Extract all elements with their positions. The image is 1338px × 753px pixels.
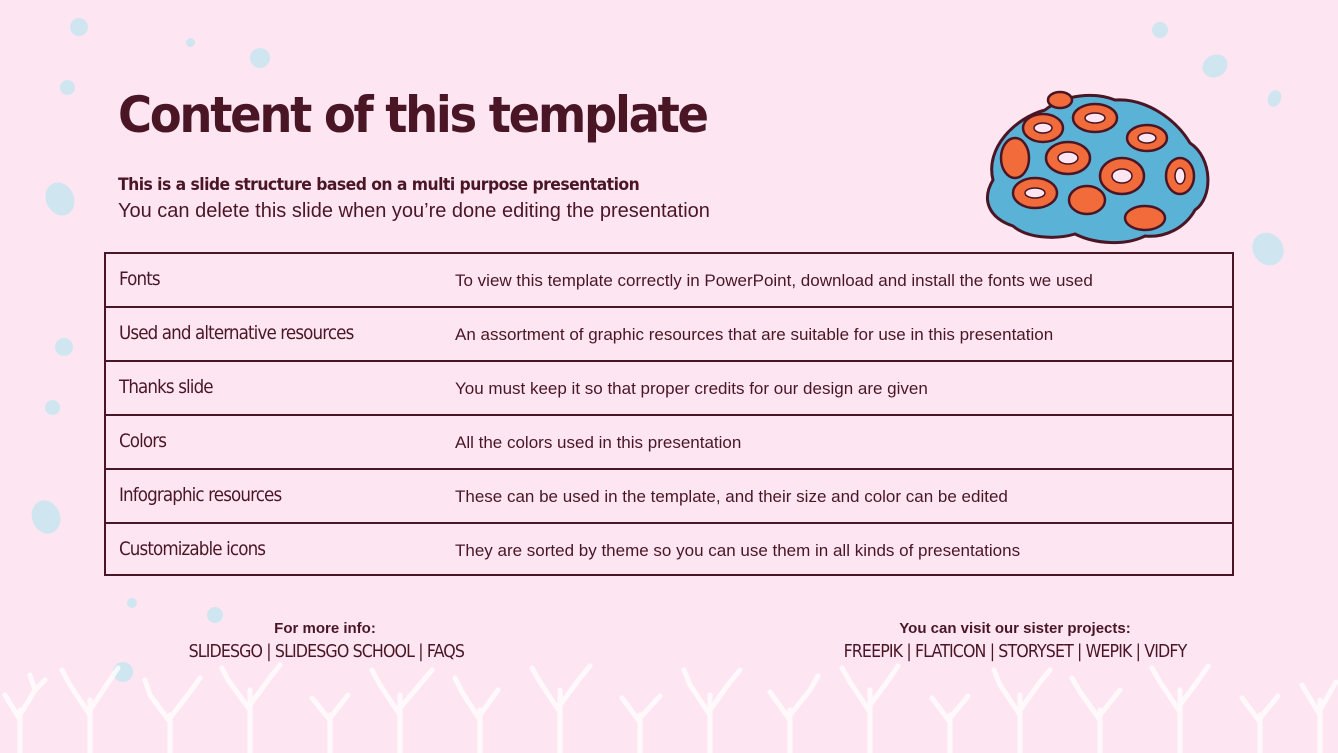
link-separator: |: [1131, 641, 1145, 662]
more-info-heading: For more info:: [274, 620, 376, 637]
row-description: To view this template correctly in PowerPoint, download and install the fonts we used: [455, 271, 1093, 290]
table-row: [106, 470, 1232, 524]
sister-projects-heading: You can visit our sister projects:: [899, 620, 1131, 637]
subtitle: This is a slide structure based on a multi purpose presentation: [118, 175, 640, 195]
coral-illustration: [975, 88, 1215, 248]
more-info-links: [188, 641, 465, 662]
row-name: Colors: [119, 430, 167, 452]
row-name: Thanks slide: [119, 376, 213, 398]
link-separator: |: [1072, 641, 1086, 662]
content-table: [104, 252, 1234, 576]
row-name: Fonts: [119, 268, 160, 290]
row-description: All the colors used in this presentation: [455, 433, 742, 452]
link-faqs[interactable]: FAQS: [426, 641, 465, 662]
coral-silhouette-border: [0, 660, 1338, 753]
link-separator: |: [262, 641, 275, 662]
page-title: Content of this template: [118, 86, 707, 144]
row-name: Used and alternative resources: [119, 322, 354, 344]
row-description: These can be used in the template, and their size and color can be edited: [455, 487, 1008, 506]
row-name: Infographic resources: [119, 484, 282, 506]
row-name: Customizable icons: [119, 538, 266, 560]
row-description: An assortment of graphic resources that are suitable for use in this presentation: [455, 325, 1054, 344]
sister-projects-block: [820, 620, 1210, 662]
link-storyset[interactable]: STORYSET: [998, 641, 1073, 662]
sister-projects-links: [843, 641, 1186, 662]
link-vidfy[interactable]: VIDFY: [1144, 641, 1187, 662]
description-text: You can delete this slide when you’re done editing the presentation: [118, 200, 710, 222]
link-separator: |: [902, 641, 915, 662]
table-row: [106, 524, 1232, 577]
table-row: [106, 416, 1232, 470]
link-wepik[interactable]: WEPIK: [1085, 641, 1132, 662]
link-separator: |: [985, 641, 999, 662]
table-row: [106, 362, 1232, 416]
link-flaticon[interactable]: FLATICON: [914, 641, 986, 662]
table-row: [106, 308, 1232, 362]
table-row: [106, 254, 1232, 308]
row-description: They are sorted by theme so you can use them in all kinds of presentations: [455, 541, 1021, 560]
link-separator: |: [414, 641, 427, 662]
link-slidesgo-school[interactable]: SLIDESGO SCHOOL: [274, 641, 415, 662]
more-info-block: [170, 620, 480, 662]
link-freepik[interactable]: FREEPIK: [843, 641, 903, 662]
link-slidesgo[interactable]: SLIDESGO: [188, 641, 263, 662]
row-description: You must keep it so that proper credits for our design are given: [455, 379, 928, 398]
